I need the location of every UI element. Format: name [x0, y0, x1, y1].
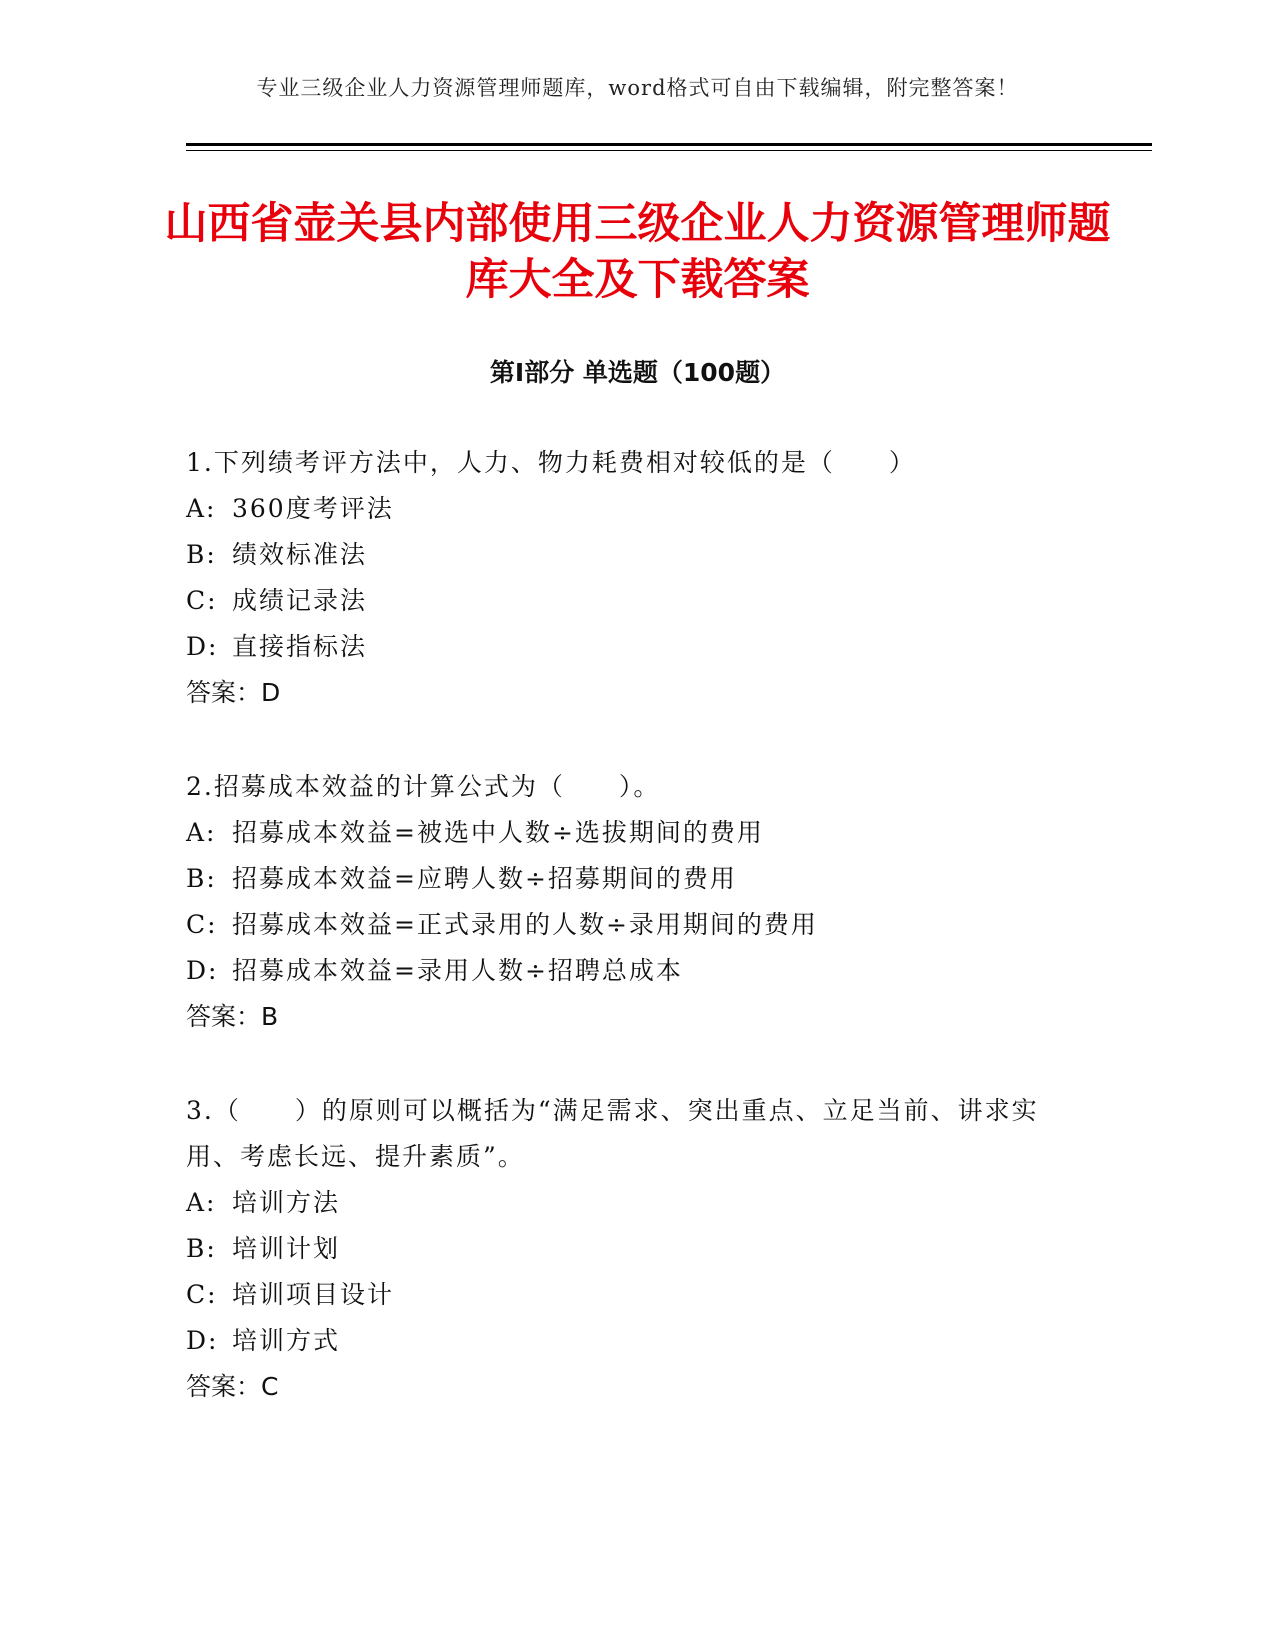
header-rule-thick	[186, 143, 1152, 146]
option-d	[186, 948, 1076, 994]
option-letter: D:	[186, 1326, 219, 1355]
option-c	[186, 902, 1076, 948]
option-a	[186, 486, 1076, 532]
option-letter: B:	[186, 540, 217, 569]
option-text: 培训计划	[232, 1234, 341, 1263]
answer: 答案：B	[186, 1002, 279, 1031]
option-letter: C:	[186, 1280, 218, 1309]
option-text: 培训项目设计	[232, 1280, 395, 1309]
question-3	[186, 1088, 1076, 1410]
question-text: 2.招募成本效益的计算公式为（ ）。	[186, 772, 661, 801]
option-text: 成绩记录法	[232, 586, 368, 615]
option-letter: A:	[186, 818, 217, 847]
option-b	[186, 1226, 1076, 1272]
header-rule-thin	[186, 150, 1152, 151]
option-text: 招募成本效益=正式录用的人数÷录用期间的费用	[232, 910, 818, 939]
answer: 答案：D	[186, 678, 281, 707]
option-b	[186, 856, 1076, 902]
answer: 答案：C	[186, 1372, 279, 1401]
option-text: 招募成本效益=录用人数÷招聘总成本	[232, 956, 683, 985]
option-letter: C:	[186, 910, 218, 939]
option-a	[186, 810, 1076, 856]
option-a	[186, 1180, 1076, 1226]
option-letter: C:	[186, 586, 218, 615]
document-title: 山西省壶关县内部使用三级企业人力资源管理师题库大全及下载答案	[164, 199, 1111, 305]
option-c	[186, 578, 1076, 624]
question-text: 3.（ ）的原则可以概括为“满足需求、突出重点、立足当前、讲求实用、考虑长远、提升素质”。	[186, 1096, 1039, 1171]
option-text: 招募成本效益=被选中人数÷选拔期间的费用	[232, 818, 764, 847]
option-text: 培训方式	[232, 1326, 341, 1355]
option-text: 直接指标法	[232, 632, 368, 661]
option-d	[186, 624, 1076, 670]
section-title: 第Ⅰ部分 单选题（100题）	[489, 358, 786, 387]
option-letter: B:	[186, 1234, 217, 1263]
question-2	[186, 764, 1076, 1040]
option-text: 培训方法	[232, 1188, 341, 1217]
option-letter: B:	[186, 864, 217, 893]
option-d	[186, 1318, 1076, 1364]
option-letter: D:	[186, 632, 219, 661]
question-1	[186, 440, 1076, 716]
option-letter: A:	[186, 494, 217, 523]
header-note: 专业三级企业人力资源管理师题库，word格式可自由下载编辑，附完整答案！	[256, 76, 1019, 100]
option-b	[186, 532, 1076, 578]
option-text: 360度考评法	[232, 494, 394, 523]
option-letter: A:	[186, 1188, 217, 1217]
option-text: 绩效标准法	[232, 540, 368, 569]
option-c	[186, 1272, 1076, 1318]
question-text: 1.下列绩考评方法中，人力、物力耗费相对较低的是（ ）	[186, 448, 916, 477]
question-list	[186, 440, 1076, 1458]
option-letter: D:	[186, 956, 219, 985]
option-text: 招募成本效益=应聘人数÷招募期间的费用	[232, 864, 737, 893]
